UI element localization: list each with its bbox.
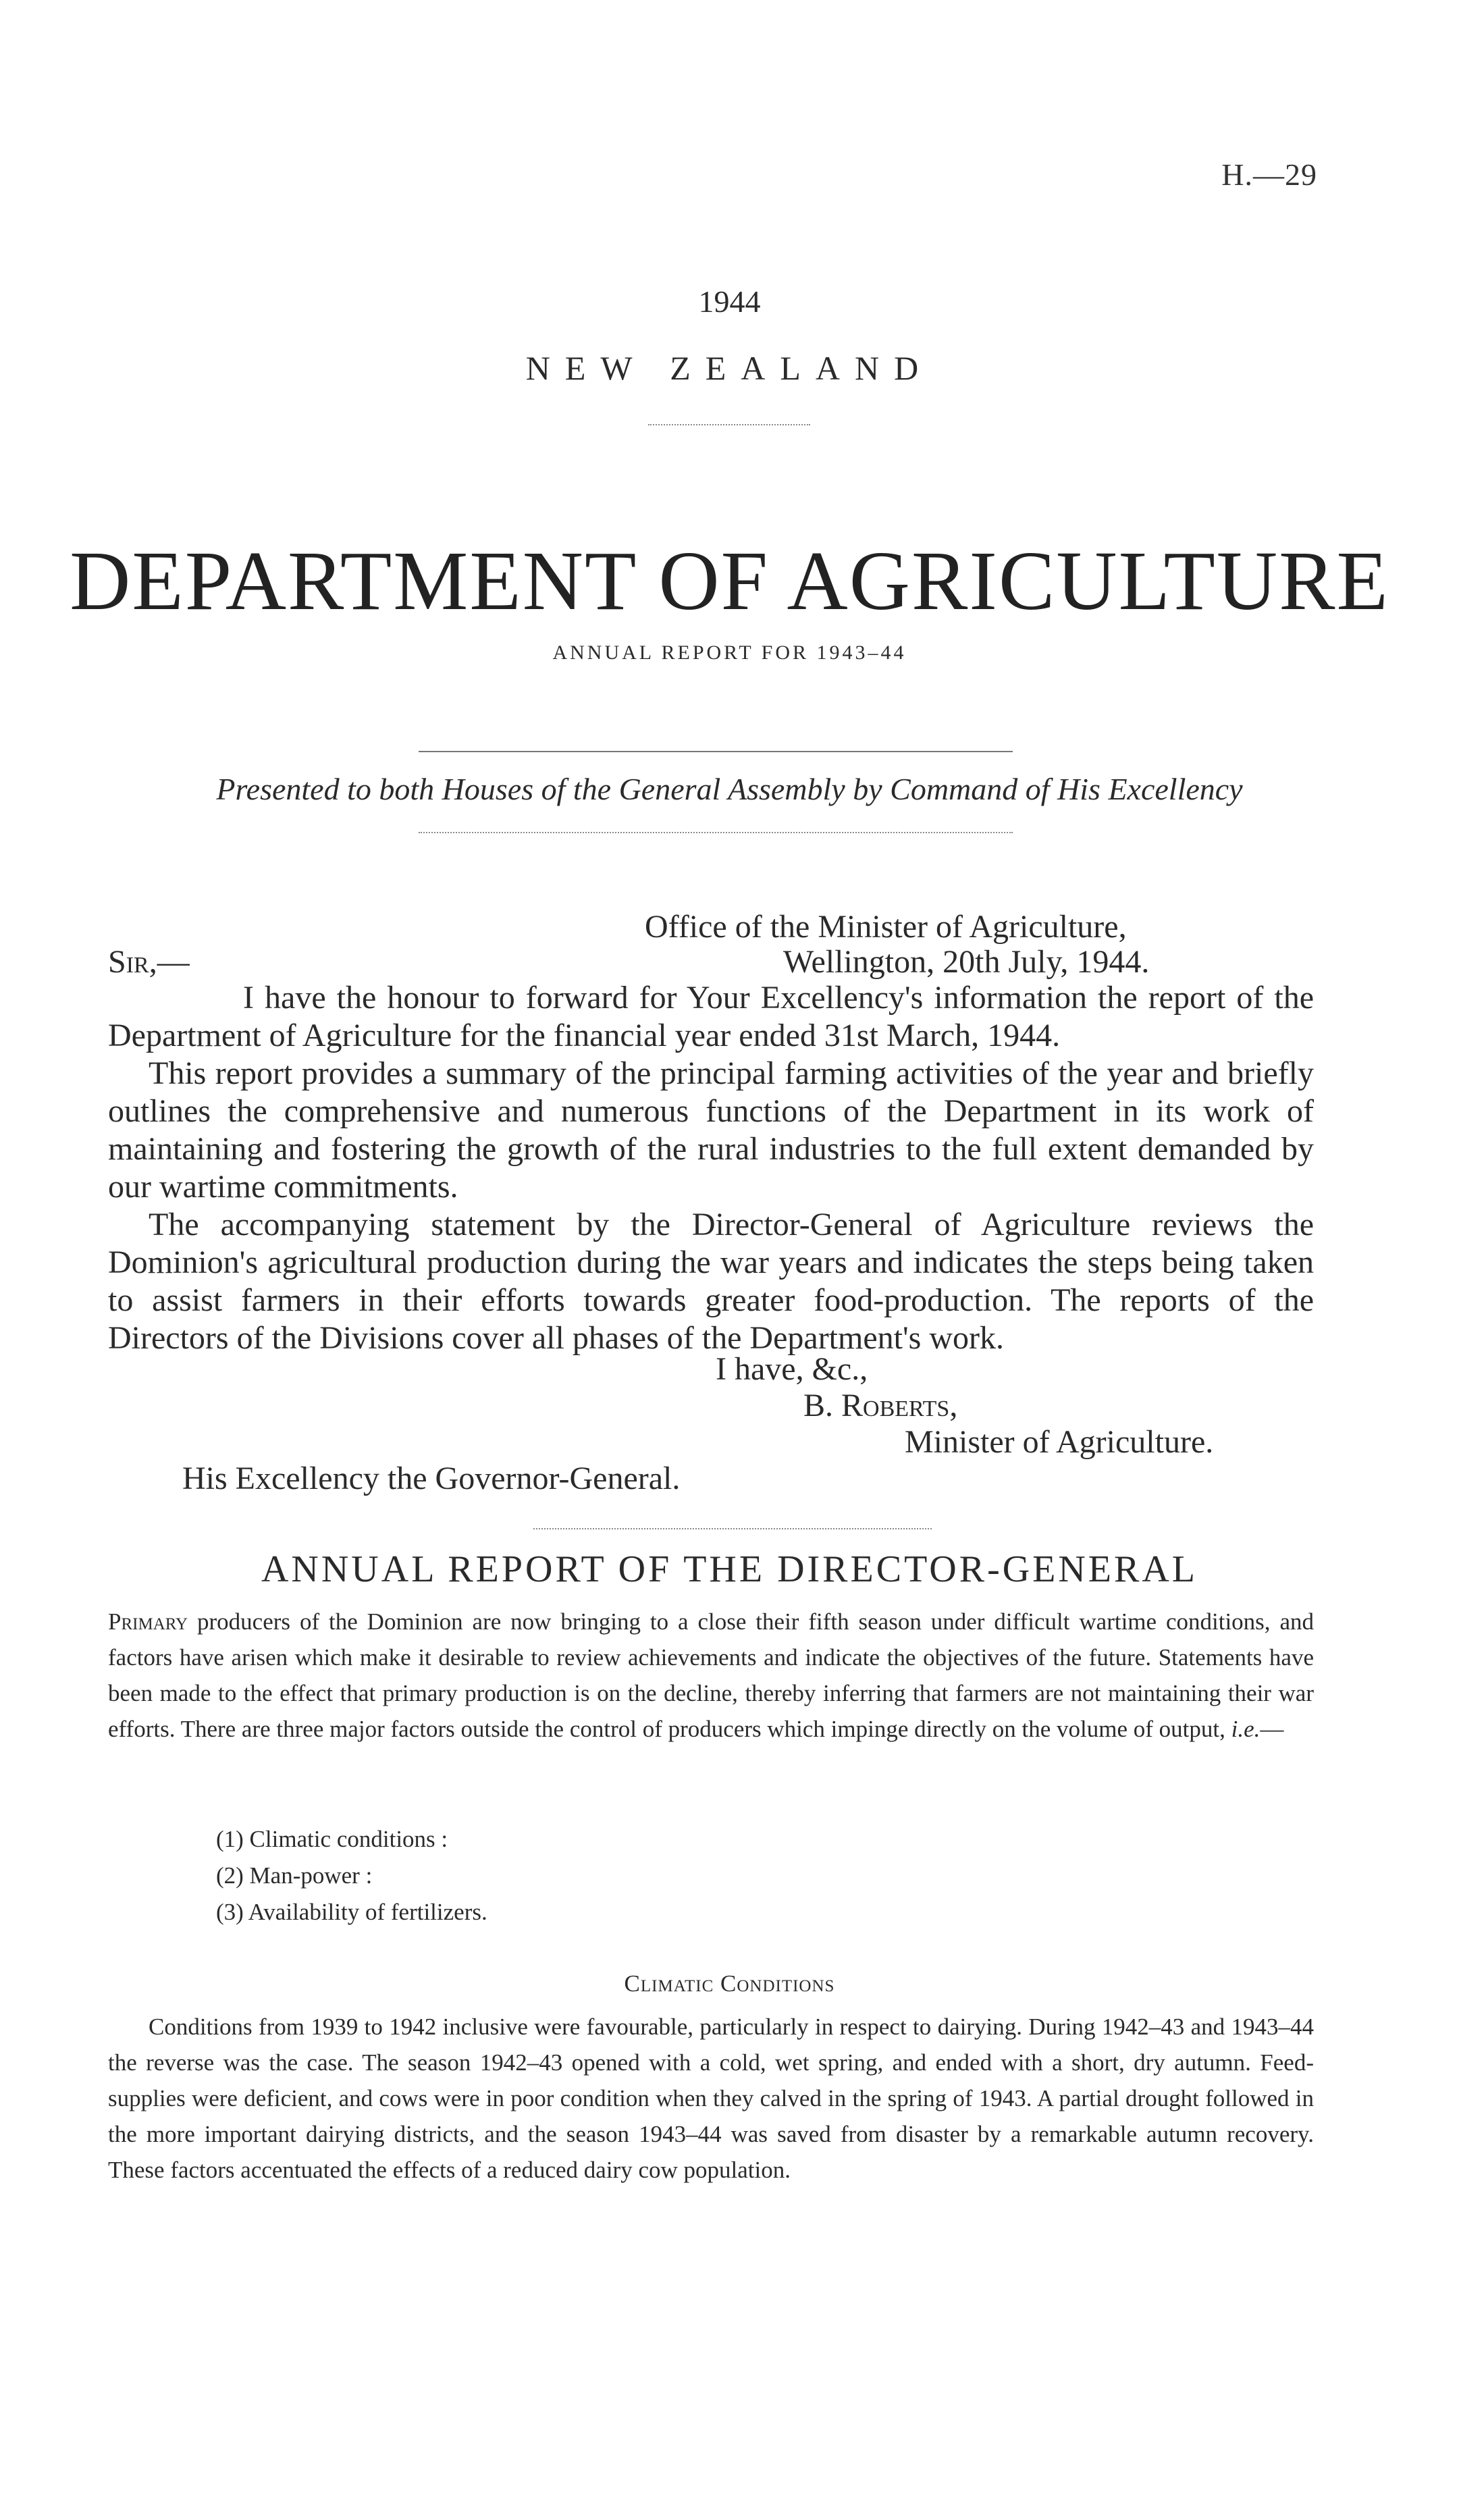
climatic-paragraph: Conditions from 1939 to 1942 inclusive were favourable, particularly in respect to dairying. During 1942–43 and 1943–44 the reverse was the case. The season 1942–43 opened with a cold, wet spring, and ended with a short, dry autumn. Feed-supplies were deficient, and cows were in poor condition when they calved in the spring of 1943. A partial drought followed in the more important dairying districts, and the season 1943–44 was saved from disaster by a remarkable autumn recovery. These factors accentuated the effects of a reduced dairy cow population. xyxy=(108,2014,1314,2183)
letter-body xyxy=(108,979,1314,1357)
letter-paragraph: This report provides a summary of the principal farming activities of the year and briefly outlines the comprehensive and numerous functions of the Department in its work of maintaining and fostering the growth of the rural industries to the full extent demanded by our wartime commitments. xyxy=(108,1055,1314,1205)
letter-paragraph: I have the honour to forward for Your Excellency's information the report of the Department of Agriculture for the financial year ended 31st March, 1944. xyxy=(108,980,1314,1053)
country-heading: NEW ZEALAND xyxy=(525,349,934,387)
letter-closing: I have, &c., xyxy=(716,1351,868,1387)
factor-item: (1) Climatic conditions : xyxy=(216,1826,448,1852)
intro-paragraph xyxy=(108,1604,1314,1747)
divider-presented-bottom xyxy=(419,832,1013,833)
letter-signatory: B. Roberts, xyxy=(803,1388,958,1423)
letter-salutation: Sir,— xyxy=(108,944,190,980)
intro-lead-word: Primary xyxy=(108,1608,188,1635)
report-intro xyxy=(108,1604,1314,1747)
presented-line: Presented to both Houses of the General Assembly by Command of His Excellency xyxy=(216,772,1243,806)
subsection-heading: Climatic Conditions xyxy=(624,1970,835,1997)
intro-ie: i.e. xyxy=(1231,1716,1261,1742)
section-title: ANNUAL REPORT OF THE DIRECTOR-GENERAL xyxy=(261,1548,1198,1590)
letter-addressee: His Excellency the Governor-General. xyxy=(182,1461,681,1496)
factor-item: (3) Availability of fertilizers. xyxy=(216,1899,487,1925)
page-title: DEPARTMENT OF AGRICULTURE xyxy=(70,535,1389,628)
intro-text: producers of the Dominion are now bringing to a close their fifth season under difficult wartime conditions, and factors have arisen which make it desirable to review achievements and indicate the objectives of the future. Statements have been made to the effect that primary production is on the decline, thereby inferring that farmers are not maintaining their war efforts. There are three major factors outside the control of producers which impinge directly on the volume of output, xyxy=(108,1608,1314,1742)
letter-office: Office of the Minister of Agriculture, xyxy=(645,909,1127,945)
factor-item: (2) Man-power : xyxy=(216,1862,373,1889)
divider-presented-top xyxy=(419,751,1013,752)
document-year: 1944 xyxy=(698,284,761,319)
intro-dash: — xyxy=(1260,1716,1284,1742)
document-reference: H.—29 xyxy=(1221,157,1317,192)
factors-list xyxy=(216,1821,487,1931)
divider-section xyxy=(533,1528,932,1529)
letter-signatory-title: Minister of Agriculture. xyxy=(905,1424,1214,1460)
letter-place-date: Wellington, 20th July, 1944. xyxy=(783,944,1150,980)
letter-paragraph: The accompanying statement by the Director-General of Agriculture reviews the Dominion's agricultural production during the war years and indicates the steps being taken to assist farmers in their efforts towards greater food-production. The reports of the Directors of the Divisions cover all phases of the Department's work. xyxy=(108,1207,1314,1356)
report-subtitle: ANNUAL REPORT FOR 1943–44 xyxy=(552,641,907,664)
climatic-section xyxy=(108,2009,1314,2188)
divider-short xyxy=(648,424,810,425)
